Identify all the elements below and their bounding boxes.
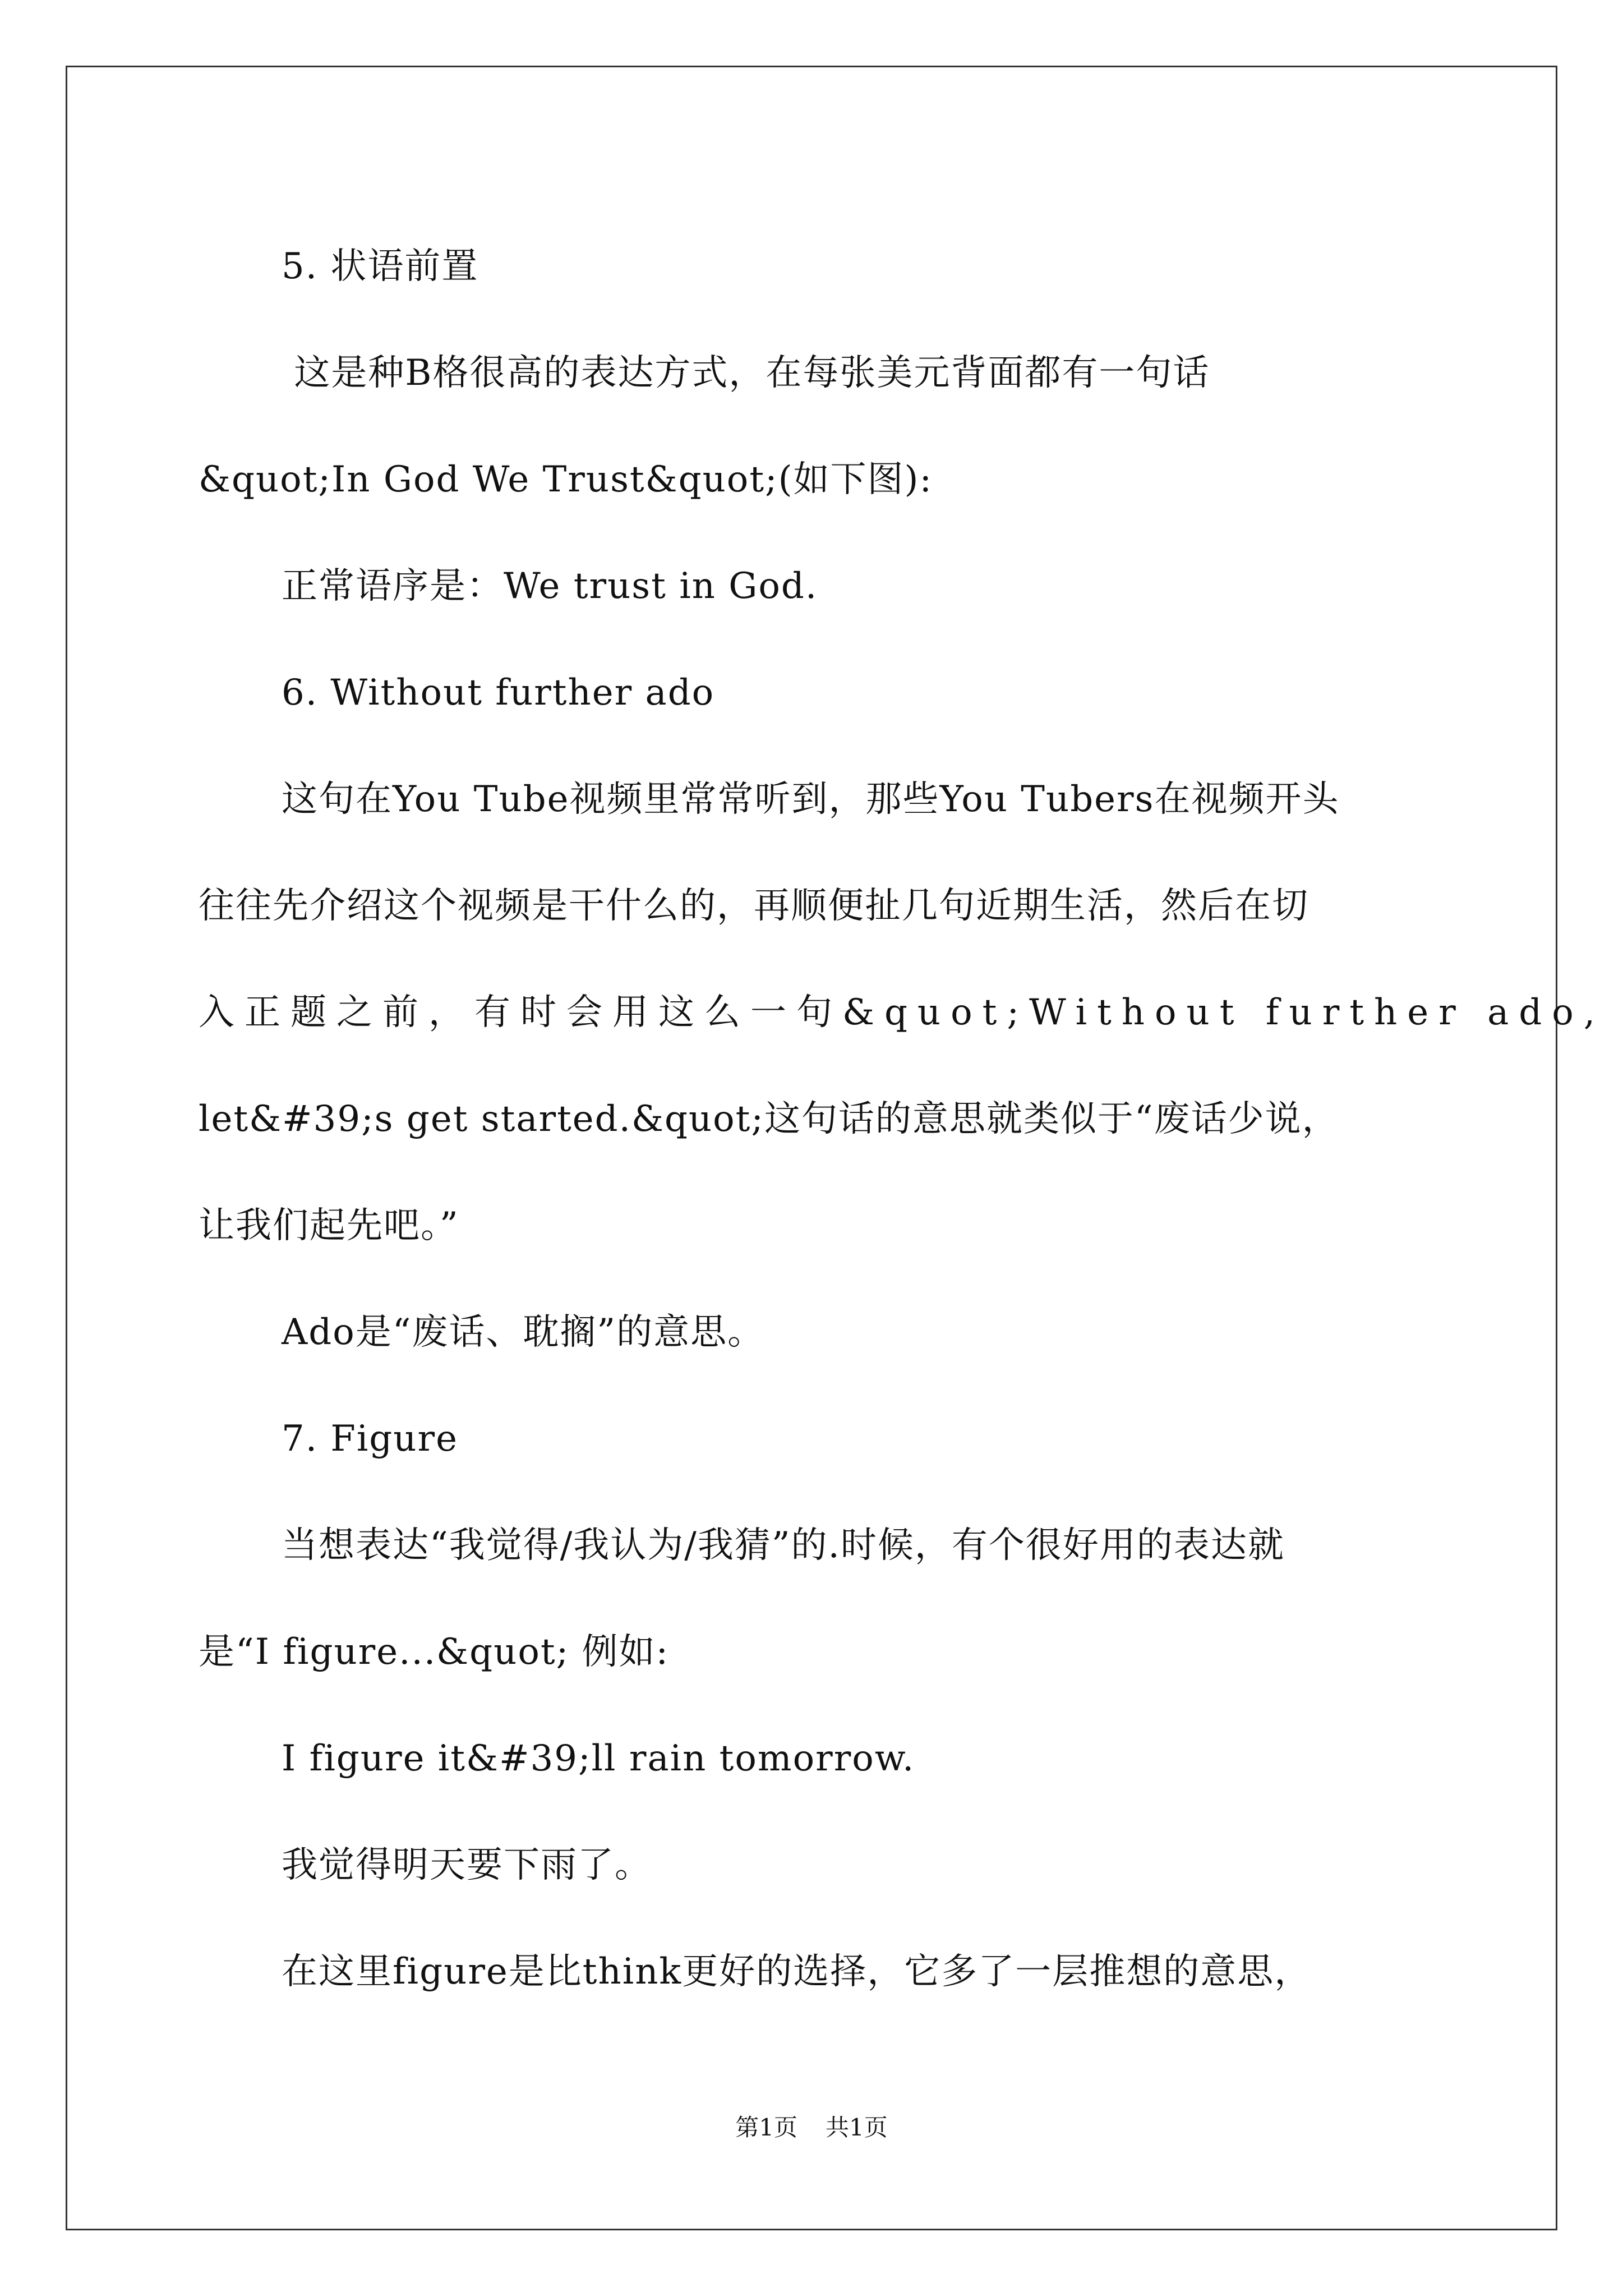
paragraph-line: 这句在You Tube视频里常常听到，那些You Tubers在视频开头 xyxy=(282,779,1340,820)
paragraph-line: 这是种B格很高的表达方式，在每张美元背面都有一句话 xyxy=(282,352,1210,394)
paragraph-line: 正常语序是：We trust in God. xyxy=(282,565,818,607)
paragraph-line: &quot;In God We Trust&quot;(如下图): xyxy=(199,459,933,500)
page-footer xyxy=(0,2109,1623,2143)
section-heading-6: 6. Without further ado xyxy=(282,672,715,714)
paragraph-line: let&#39;s get started.&quot;这句话的意思就类似于“废话少说， xyxy=(199,1098,1339,1140)
section-heading-7: 7. Figure xyxy=(282,1418,458,1460)
page-number-current: 第1页 xyxy=(735,2114,797,2141)
paragraph-line: 让我们起先吧。” xyxy=(199,1205,459,1246)
page-number-total: 共1页 xyxy=(826,2114,888,2141)
paragraph-line: 当想表达“我觉得/我认为/我猜”的.时候，有个很好用的表达就 xyxy=(282,1525,1285,1566)
paragraph-line: 入正题之前，有时会用这么一句&quot;Without further ado, xyxy=(199,992,1606,1033)
section-heading-5: 5. 状语前置 xyxy=(282,246,479,287)
paragraph-line: 是“I figure...&quot; 例如: xyxy=(199,1631,670,1673)
example-translation: 我觉得明天要下雨了。 xyxy=(282,1844,652,1886)
paragraph-line: 在这里figure是比think更好的选择，它多了一层推想的意思， xyxy=(282,1951,1312,1993)
example-sentence: I figure it&#39;ll rain tomorrow. xyxy=(282,1738,915,1779)
paragraph-line: Ado是“废话、耽搁”的意思。 xyxy=(282,1312,765,1353)
document-body xyxy=(199,213,1606,2025)
paragraph-line: 往往先介绍这个视频是干什么的，再顺便扯几句近期生活，然后在切 xyxy=(199,885,1309,927)
